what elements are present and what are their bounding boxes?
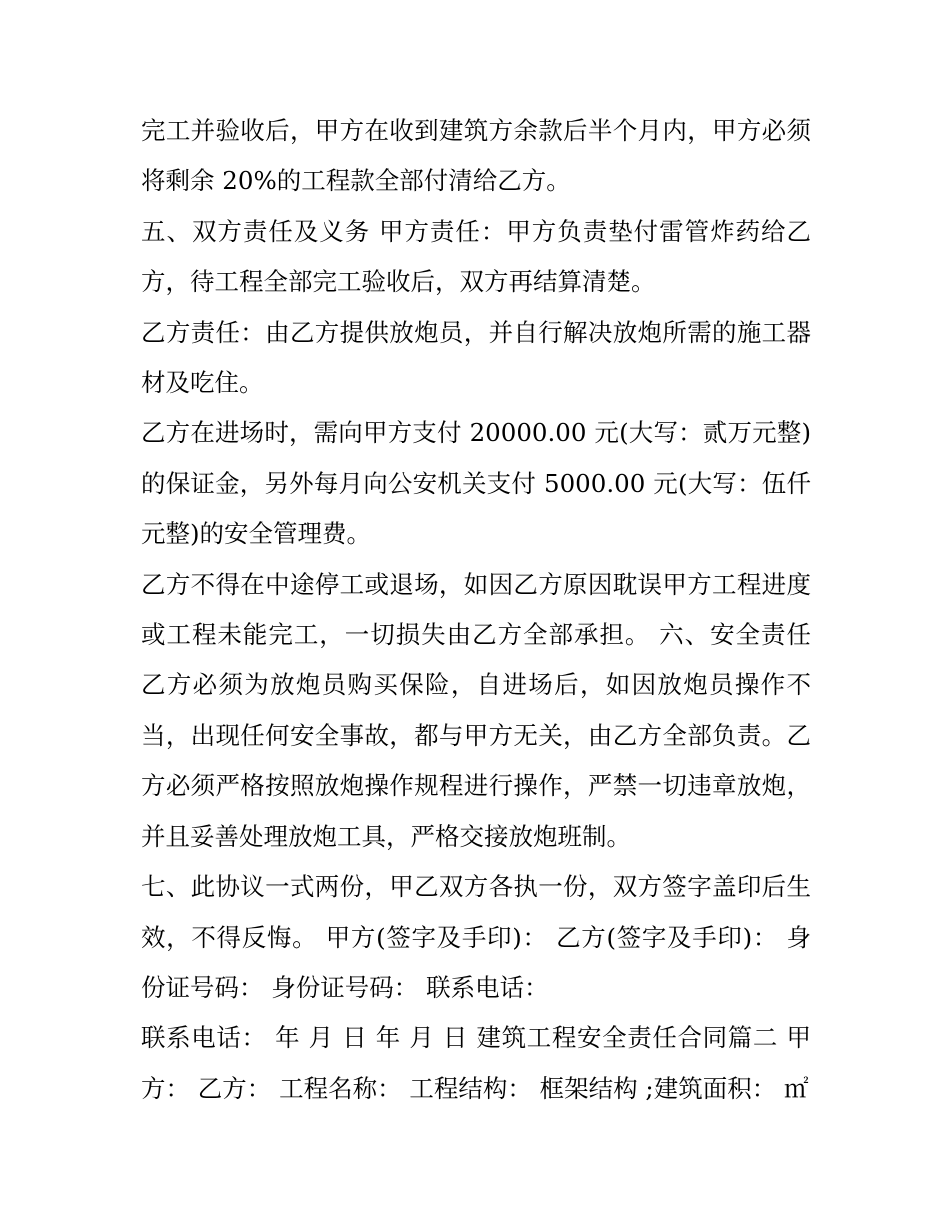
paragraph-party-a-duties: 五、双方责任及义务 甲方责任：甲方负责垫付雷管炸药给乙方，待工程全部完工验收后，双方再结算清楚。 xyxy=(141,216,811,297)
paragraph-agreement-copies: 七、此协议一式两份，甲乙双方各执一份，双方签字盖印后生效，不得反悔。 甲方(签字及手印)： 乙方(签字及手印)： 身份证号码： 身份证号码： 联系电话： xyxy=(141,872,811,1002)
document-body xyxy=(141,106,811,1114)
paragraph-party-b-duties: 乙方责任：由乙方提供放炮员，并自行解决放炮所需的施工器材及吃住。 xyxy=(141,317,811,398)
paragraph-deposit: 乙方在进场时，需向甲方支付 20000.00 元(大写：贰万元整)的保证金，另外每月向公安机关支付 5000.00 元(大写：伍仟元整)的安全管理费。 xyxy=(141,418,811,549)
paragraph-contract-two-header: 联系电话： 年 月 日 年 月 日 建筑工程安全责任合同篇二 甲方： 乙方： 工程名称： 工程结构： 框架结构 ;建筑面积： ㎡ xyxy=(141,1023,811,1103)
paragraph-payment-completion: 完工并验收后，甲方在收到建筑方余款后半个月内，甲方必须将剩余 20%的工程款全部付清给乙方。 xyxy=(141,116,811,196)
paragraph-safety-responsibility: 乙方不得在中途停工或退场，如因乙方原因耽误甲方工程进度或工程未能完工，一切损失由乙方全部承担。 六、安全责任 乙方必须为放炮员购买保险，自进场后，如因放炮员操作不当，出现任何安全事故，都与甲方无关，由乙方全部负责。乙方必须严格按照放炮操作规程进行操作，严禁一切违章放炮，并且妥善处理放炮工具，严格交接放炮班制。 xyxy=(141,569,811,851)
